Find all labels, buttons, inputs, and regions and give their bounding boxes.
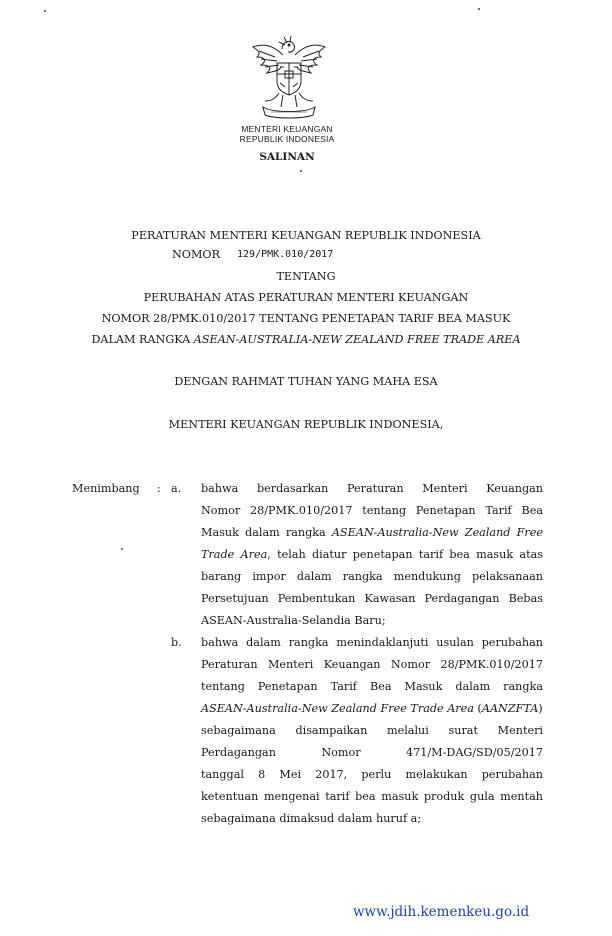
menimbang-label: Menimbang (72, 482, 140, 495)
item-b-line (201, 702, 543, 715)
ministry-name-line1: MENTERI KEUANGAN (241, 124, 333, 134)
regulation-title: PERATURAN MENTERI KEUANGAN REPUBLIK INDONESIA (131, 229, 481, 242)
item-a-line: barang impor dalam rangka mendukung pelaksanaan (201, 570, 543, 583)
item-b-line: tentang Penetapan Tarif Bea Masuk dalam rangka (201, 680, 543, 693)
item-a-marker: a. (171, 482, 182, 495)
nomor-value: 129/PMK.010/2017 (237, 249, 334, 260)
item-b-line: tanggal 8 Mei 2017, perlu melakukan perubahan (201, 768, 543, 781)
item-b-line: sebagaimana disampaikan melalui surat Menteri (201, 724, 543, 737)
item-a-line: ASEAN-Australia-Selandia Baru; (201, 614, 386, 627)
subject-line-2: NOMOR 28/PMK.010/2017 TENTANG PENETAPAN TARIF BEA MASUK (101, 312, 511, 325)
item-a-line: bahwa berdasarkan Peraturan Menteri Keuangan (201, 482, 543, 495)
item-b-line: ketentuan mengenai tarif bea masuk produk gula mentah (201, 790, 543, 803)
item-a-text: Masuk dalam rangka (201, 526, 332, 539)
scan-speck (121, 548, 123, 550)
ministry-name-line2: REPUBLIK INDONESIA (239, 134, 335, 144)
item-a-line: Nomor 28/PMK.010/2017 tentang Penetapan Tarif Bea (201, 504, 543, 517)
website-link[interactable]: www.jdih.kemenkeu.go.id (353, 904, 530, 920)
scan-speck (478, 8, 480, 10)
item-b-text: ) (538, 702, 543, 715)
item-a-text: , telah diatur penetapan tarif bea masuk atas (267, 548, 543, 561)
subject-line-3 (0, 333, 612, 346)
item-a-line (201, 548, 543, 561)
item-b-line: sebagaimana dimaksud dalam huruf a; (201, 812, 422, 825)
subject-line-1: PERUBAHAN ATAS PERATURAN MENTERI KEUANGAN (143, 291, 469, 304)
item-a-line (201, 526, 543, 539)
item-b-line: Peraturan Menteri Keuangan Nomor 28/PMK.010/2017 (201, 658, 543, 671)
subject-line-3-prefix: DALAM RANGKA (91, 333, 194, 346)
blessing-line: DENGAN RAHMAT TUHAN YANG MAHA ESA (174, 375, 438, 388)
garuda-emblem-icon (249, 33, 327, 123)
item-a-italic: ASEAN-Australia-New Zealand Free (331, 526, 543, 539)
item-a-italic: Trade Area (201, 548, 268, 561)
scan-speck (300, 170, 302, 172)
subject-line-3-italic: ASEAN-AUSTRALIA-NEW ZEALAND FREE TRADE AREA (193, 333, 521, 346)
authority-line: MENTERI KEUANGAN REPUBLIK INDONESIA, (168, 418, 444, 431)
nomor-label: NOMOR (172, 248, 221, 261)
item-b-line: Perdagangan Nomor 471/M-DAG/SD/05/2017 (201, 746, 543, 759)
tentang-heading: TENTANG (276, 270, 336, 283)
item-b-marker: b. (171, 636, 182, 649)
item-b-line: bahwa dalam rangka menindaklanjuti usulan perubahan (201, 636, 543, 649)
menimbang-colon: : (157, 482, 161, 495)
item-b-italic: ASEAN-Australia-New Zealand Free Trade Area (201, 702, 474, 715)
salinan-stamp: SALINAN (259, 151, 315, 163)
item-b-italic: AANZFTA (481, 702, 539, 715)
item-a-line: Persetujuan Pembentukan Kawasan Perdagangan Bebas (201, 592, 543, 605)
scan-speck (44, 10, 46, 12)
item-b-text: ( (473, 702, 482, 715)
